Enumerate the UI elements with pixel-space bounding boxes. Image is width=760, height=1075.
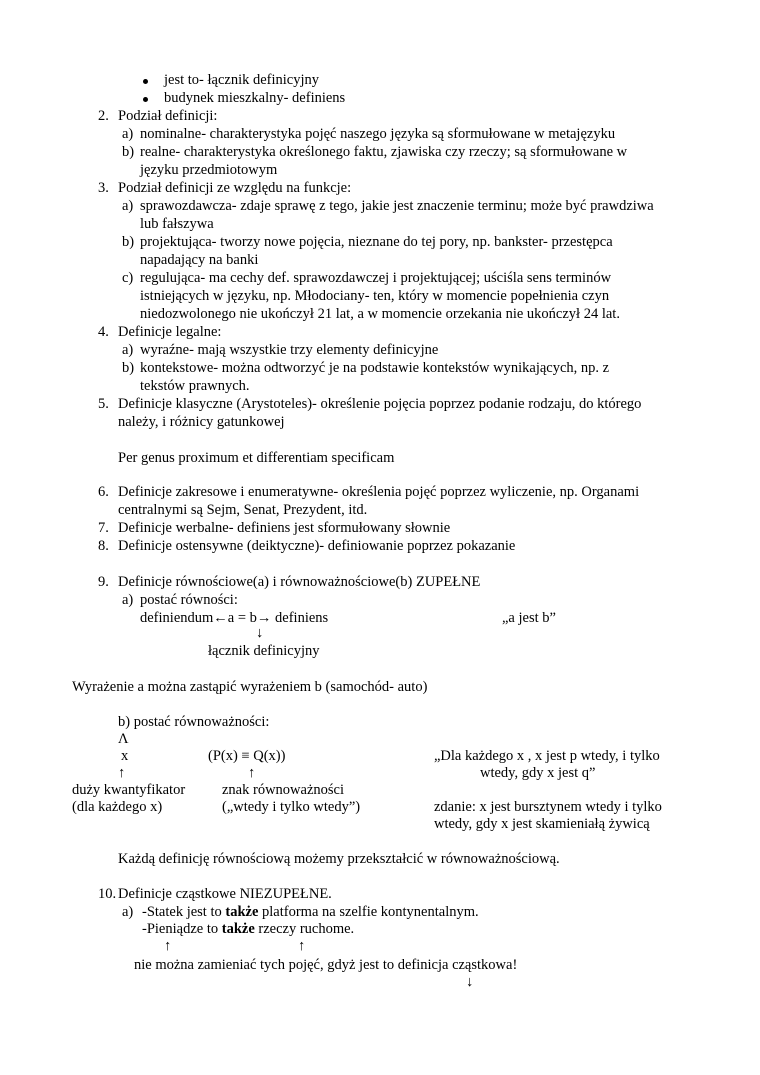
section-title: Definicje cząstkowe NIEZUPEŁNE. (118, 886, 332, 902)
list-item: sprawozdawcza- zdaje sprawę z tego, jakie jest znaczenie terminu; może być prawdziwa (140, 198, 654, 214)
arrow-up-icon: ↑ (118, 765, 126, 781)
emphasis-text: także (221, 921, 255, 937)
example-sentence-continued: wtedy, gdy x jest skamieniałą żywicą (434, 816, 650, 832)
list-item: realne- charakterystyka określonego faktu, zjawiska czy rzeczy; są sformułowane w (140, 144, 628, 160)
list-marker: a) (122, 342, 134, 358)
list-item-continued: niedozwolonego nie ukończył 21 lat, a w momencie orzekania nie ukończył 24 lat. (140, 306, 620, 322)
example-line (142, 921, 354, 938)
list-number: 6. (98, 484, 109, 500)
list-item: wyraźne- mają wszystkie trzy elementy definicyjne (140, 342, 439, 358)
list-item: nominalne- charakterystyka pojęć naszego języka są sformułowane w metajęzyku (140, 126, 616, 142)
list-item: projektująca- tworzy nowe pojęcia, nieznane do tej pory, np. bankster- przestępca (140, 234, 613, 250)
list-number: 8. (98, 538, 109, 554)
example-sentence: zdanie: x jest bursztynem wtedy i tylko (434, 799, 662, 815)
section-title: Podział definicji: (118, 108, 218, 124)
list-number: 9. (98, 574, 109, 590)
equality-quote: „a jest b” (502, 610, 556, 626)
list-marker: a) (122, 126, 134, 142)
arrow-down-icon: ↓ (466, 974, 474, 990)
list-number: 10. (98, 886, 117, 902)
bullet-item: jest to- łącznik definicyjny (164, 72, 320, 88)
quantifier-label: duży kwantyfikator (72, 782, 186, 798)
arrow-up-icon: ↑ (298, 938, 306, 954)
list-number: 3. (98, 180, 109, 196)
equivalence-quote: „Dla każdego x , x jest p wtedy, i tylko (434, 748, 660, 764)
list-number: 7. (98, 520, 109, 536)
list-item-continued: lub fałszywa (140, 216, 214, 232)
equivalence-sign-label: znak równoważności (222, 782, 344, 798)
example-text: platforma na szelfie kontynentalnym. (258, 904, 479, 920)
latin-phrase: Per genus proximum et differentiam specificam (118, 450, 395, 466)
example-text: rzeczy ruchome. (254, 921, 355, 937)
example-text: -Pieniądze to (142, 921, 222, 937)
quantifier-label: (dla każdego x) (72, 799, 163, 815)
paragraph: Wyrażenie a można zastąpić wyrażeniem b (samochód- auto) (72, 679, 428, 695)
list-item: Definicje werbalne- definiens jest sformułowany słownie (118, 520, 451, 536)
list-marker: b) (122, 144, 135, 160)
list-marker: a) (122, 904, 134, 920)
list-item-continued: centralnymi są Sejm, Senat, Prezydent, itd. (118, 502, 368, 518)
list-item: b) postać równoważności: (118, 714, 270, 730)
equivalence-quote-continued: wtedy, gdy x jest q” (480, 765, 596, 781)
list-number: 5. (98, 396, 109, 412)
list-marker: c) (122, 270, 134, 286)
list-number: 4. (98, 324, 109, 340)
paragraph: nie można zamieniać tych pojęć, gdyż jest to definicja cząstkowa! (134, 957, 518, 973)
paragraph: Każdą definicję równościową możemy przekształcić w równoważnościową. (118, 851, 560, 867)
arrow-up-icon: ↑ (248, 765, 256, 781)
list-marker: b) (122, 360, 135, 376)
variable-label: x (121, 748, 129, 764)
example-text: -Statek jest to (142, 904, 226, 920)
list-item: Definicje ostensywne (deiktyczne)- definiowanie poprzez pokazanie (118, 538, 516, 554)
equality-formula: definiendum←a = b→ definiens (140, 610, 329, 626)
emphasis-text: także (225, 904, 259, 920)
section-title: Podział definicji ze względu na funkcje: (118, 180, 352, 196)
bullet-icon (143, 79, 148, 84)
list-item: Definicje zakresowe i enumeratywne- określenia pojęć poprzez wyliczenie, np. Organami (118, 484, 640, 500)
list-marker: a) (122, 592, 134, 608)
quantifier-symbol: Λ (118, 731, 129, 747)
bullet-icon (143, 97, 148, 102)
list-item-continued: języku przedmiotowym (140, 162, 278, 178)
list-item-continued: istniejących w języku, np. Młodociany- ten, który w momencie popełnienia czyn (140, 288, 610, 304)
bullet-item: budynek mieszkalny- definiens (164, 90, 346, 106)
arrow-up-icon: ↑ (164, 938, 172, 954)
list-item: kontekstowe- można odtworzyć je na podstawie kontekstów wynikających, np. z (140, 360, 610, 376)
list-number: 2. (98, 108, 109, 124)
list-item: regulująca- ma cechy def. sprawozdawczej i projektującej; uściśla sens terminów (140, 270, 612, 286)
equivalence-formula: (P(x) ≡ Q(x)) (208, 748, 286, 764)
list-marker: b) (122, 234, 135, 250)
section-title: Definicje równościowe(a) i równoważnościowe(b) ZUPEŁNE (118, 574, 481, 590)
arrow-down-icon: ↓ (256, 625, 264, 641)
list-marker: a) (122, 198, 134, 214)
connector-label: łącznik definicyjny (208, 643, 320, 659)
equivalence-sign-label: („wtedy i tylko wtedy”) (222, 799, 361, 815)
example-line (142, 904, 479, 921)
list-item: postać równości: (140, 592, 238, 608)
section-title: Definicje legalne: (118, 324, 222, 340)
list-item-continued: tekstów prawnych. (140, 378, 250, 394)
list-item: Definicje klasyczne (Arystoteles)- określenie pojęcia poprzez podanie rodzaju, do którego (118, 396, 642, 412)
list-item-continued: napadający na banki (140, 252, 259, 268)
list-item-continued: należy, i różnicy gatunkowej (118, 414, 285, 430)
